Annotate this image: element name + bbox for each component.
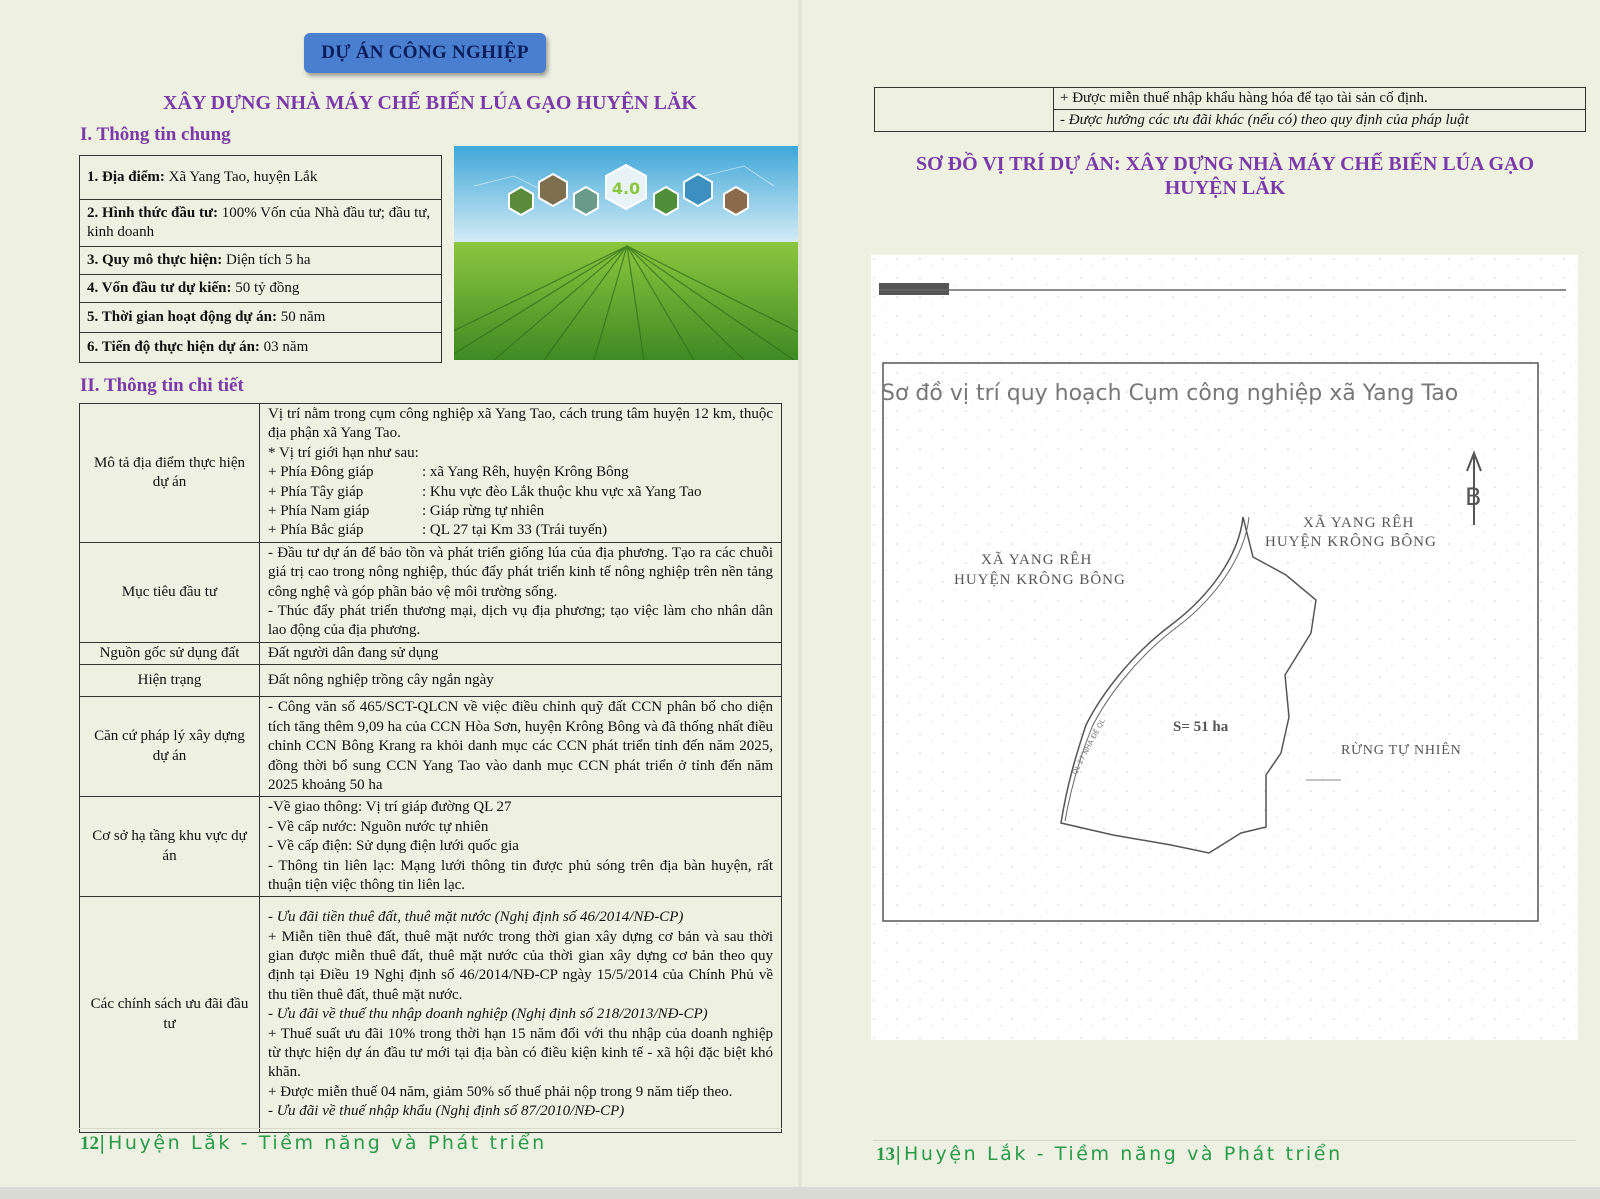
info-row: 1. Địa điểm: Xã Yang Tao, huyện Lắk (80, 156, 442, 200)
road-label: QL 27 NHÀ ĐỀ QL (1070, 717, 1107, 776)
continued-policy-table (874, 87, 1586, 132)
info-row: 2. Hình thức đầu tư: 100% Vốn của Nhà đầu tư; đầu tư, kinh doanh (80, 200, 442, 247)
map-title: SƠ ĐỒ VỊ TRÍ DỰ ÁN: XÂY DỰNG NHÀ MÁY CHẾ BIẾN LÚA GẠO HUYỆN LĂK (916, 153, 1534, 199)
goal-label: Mục tiêu đầu tư (80, 542, 260, 642)
table-row: + Được miễn thuế nhập khẩu hàng hóa để tạo tài sản cố định. (875, 88, 1586, 110)
status-value: Đất nông nghiệp trồng cây ngắn ngày (260, 665, 782, 697)
section-detail-heading: II. Thông tin chi tiết (80, 375, 244, 396)
industry-4-0-label: 4.0 (611, 179, 641, 198)
legal-basis-label: Căn cứ pháp lý xây dựng dự án (80, 697, 260, 797)
project-type-badge: DỰ ÁN CÔNG NGHIỆP (304, 33, 546, 73)
forest-label: RỪNG TỰ NHIÊN (1341, 743, 1462, 758)
table-row: - Được hưởng các ưu đãi khác (nếu có) theo quy định của pháp luật (875, 110, 1586, 132)
info-row: 4. Vốn đầu tư dự kiến: 50 tỷ đồng (80, 275, 442, 303)
project-title: XÂY DỰNG NHÀ MÁY CHẾ BIẾN LÚA GẠO HUYỆN LĂK (163, 92, 697, 114)
land-origin-value: Đất người dân đang sử dụng (260, 642, 782, 664)
label-west-district: HUYỆN KRÔNG BÔNG (954, 572, 1126, 588)
goal-value: - Đầu tư dự án để bảo tồn và phát triển giống lúa của địa phương. Tạo ra các chuỗi giá trị cao trong nông nghiệp, thúc đẩy phát triển kinh tế nông nghiệp trên nền tảng công nghệ và góp phần bảo vệ môi trường sống. - Thúc đẩy phát triển thương mại, dịch vụ địa phương; tạo việc làm cho nhân dân lao động của địa phương. (260, 542, 782, 642)
location-label: Mô tả địa điểm thực hiện dự án (80, 404, 260, 543)
section-general-heading: I. Thông tin chung (80, 124, 231, 145)
area-label: S= 51 ha (1173, 719, 1229, 735)
label-east-district: HUYỆN KRÔNG BÔNG (1265, 534, 1437, 550)
policy-label: Các chính sách ưu đãi đầu tư (80, 897, 260, 1133)
label-west-commune: XÃ YANG RÊH (981, 552, 1093, 568)
policy-value: - Ưu đãi tiền thuê đất, thuê mặt nước (Nghị định số 46/2014/NĐ-CP) + Miễn tiền thuê đất, thuê mặt nước trong thời gian xây dựng cơ bản và sau thời gian được miễn thuê đất, thuê mặt nước của thời gian xây dựng cơ bản theo quy định tại Điều 19 Nghị định số 46/2014/NĐ-CP ngày 15/5/2014 của Chính Phủ về thu tiền thuê đất, thuê mặt nước. - Ưu đãi về thuế thu nhập doanh nghiệp (Nghị định số 218/2013/NĐ-CP) + Thuế suất ưu đãi 10% trong thời hạn 15 năm đối với thu nhập của doanh nghiệp từ thực hiện dự án đầu tư mới tại địa bàn có điều kiện kinh tế - xã hội đặc biệt khó khăn. + Được miễn thuế 04 năm, giảm 50% số thuế phải nộp trong 9 năm tiếp theo. - Ưu đãi về thuế nhập khẩu (Nghị định số 87/2010/NĐ-CP) (260, 897, 782, 1133)
map-heading: Sơ đồ vị trí quy hoạch Cụm công nghiệp xã Yang Tao (881, 381, 1459, 406)
label-east-commune: XÃ YANG RÊH (1303, 515, 1415, 531)
site-location-map (871, 255, 1578, 1040)
info-row: 3. Quy mô thực hiện: Diện tích 5 ha (80, 247, 442, 275)
empty-label-cell (875, 88, 1054, 132)
land-origin-label: Nguồn gốc sử dụng đất (80, 642, 260, 664)
infrastructure-label: Cơ sở hạ tầng khu vực dự án (80, 797, 260, 897)
scale-bar-mark (879, 283, 949, 295)
info-row: 5. Thời gian hoạt động dự án: 50 năm (80, 303, 442, 333)
legal-basis-value: - Công văn số 465/SCT-QLCN về việc điều chỉnh quỹ đất CCN phân bổ cho diện tích tăng thêm 9,09 ha của CCN Hòa Sơn, huyện Krông Bông và đã thống nhất điều chỉnh CCN Bông Krang ra khỏi danh mục các CCN phát triển tỉnh đến năm 2025, đồng thời bổ sung CCN Yang Tao vào danh mục CCN phát triển ở tỉnh đến năm 2025 khoảng 50 ha (260, 697, 782, 797)
infrastructure-value: -Về giao thông: Vị trí giáp đường QL 27 - Về cấp nước: Nguồn nước tự nhiên - Về cấp điện: Sử dụng điện lưới quốc gia - Thông tin liên lạc: Mạng lưới thông tin được phủ sóng trên địa bàn huyện, rất thuận tiện việc thông tin liên lạc. (260, 797, 782, 897)
location-value: Vị trí nằm trong cụm công nghiệp xã Yang Tao, cách trung tâm huyện 12 km, thuộc địa phận xã Yang Tao. * Vị trí giới hạn như sau: + Phía Đông giáp : xã Yang Rêh, huyện Krông Bông + Phía Tây giáp : Khu vực đèo Lắk thuộc khu vực xã Yang Tao + Phía Nam giáp : Giáp rừng tự nhiên + Phía Bắc giáp : QL 27 tại Km 33 (Trái tuyến) (260, 404, 782, 543)
footer-divider (873, 1140, 1576, 1141)
bottom-edge (0, 1187, 1600, 1199)
page-footer-right: 13|Huyện Lắk - Tiềm năng và Phát triển (876, 1143, 1343, 1165)
page-footer-left: 12|Huyện Lắk - Tiềm năng và Phát triển (80, 1132, 547, 1154)
info-row: 6. Tiến độ thực hiện dự án: 03 năm (80, 333, 442, 363)
north-label: B (1465, 483, 1482, 511)
status-label: Hiện trạng (80, 665, 260, 697)
